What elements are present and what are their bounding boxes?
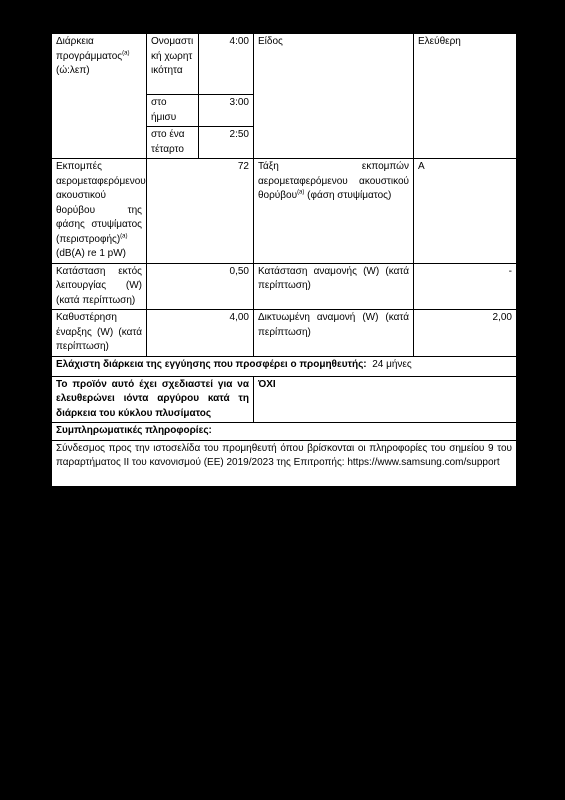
programme-duration-text: Διάρκεια προγράμματος — [56, 36, 123, 62]
half-capacity-value: 3:00 — [199, 95, 254, 127]
table-row — [52, 159, 517, 264]
warranty-label: Ελάχιστη διάρκεια της εγγύησης που προσφέρει ο προμηθευτής: — [56, 358, 367, 370]
table-row — [52, 376, 517, 423]
standby-mode-label: Κατάσταση αναμονής (W) (κατά περίπτωση) — [254, 263, 414, 310]
rated-capacity-value: 4:00 — [199, 34, 254, 95]
table-row — [52, 34, 517, 95]
additional-info-text: Σύνδεσμος προς την ιστοσελίδα του προμηθευτή όπου βρίσκονται οι πληροφορίες του σημείου 9 του παραρτήματος ΙΙ του κανονισμού (ΕΕ) 2019/2023 της Επιτροπής: https://www.samsung.com/support — [52, 440, 517, 486]
warranty-value: 24 μήνες — [372, 358, 412, 370]
quarter-capacity-label: στο ένα τέταρτο — [147, 127, 199, 159]
additional-info-label: Συμπληρωματικές πληροφορίες: — [52, 423, 517, 441]
silver-ions-value: ΌΧΙ — [254, 376, 517, 423]
noise-class-text: Τάξη εκπομπών αερομεταφερόμενου ακουστικού θορύβου — [258, 161, 409, 201]
type-label: Είδος — [254, 34, 414, 159]
product-information-table — [51, 33, 517, 487]
programme-duration-unit: (ώ:λεπ) — [56, 65, 90, 76]
standby-mode-value: - — [414, 263, 517, 310]
footnote-marker: (a) — [120, 233, 128, 240]
noise-emissions-unit: (dB(A) re 1 pW) — [56, 248, 127, 259]
type-value: Ελεύθερη — [414, 34, 517, 159]
programme-duration-label — [52, 34, 147, 159]
table-row — [52, 263, 517, 310]
quarter-capacity-value: 2:50 — [199, 127, 254, 159]
table-row — [52, 356, 517, 376]
footnote-marker: (a) — [297, 189, 305, 196]
noise-class-label — [254, 159, 414, 264]
noise-class-unit: (φάση στυψίματος) — [304, 190, 392, 201]
footnote-marker: (a) — [122, 50, 130, 57]
delay-start-label: Καθυστέρηση έναρξης (W) (κατά περίπτωση) — [52, 310, 147, 357]
networked-standby-value: 2,00 — [414, 310, 517, 357]
delay-start-value: 4,00 — [147, 310, 254, 357]
rated-capacity-label: Ονομαστική χωρητικότητα — [147, 34, 199, 95]
noise-class-value: A — [414, 159, 517, 264]
off-mode-value: 0,50 — [147, 263, 254, 310]
noise-emissions-text: Εκπομπές αερομεταφερόμενου ακουστικού θορύβου της φάσης στυψίματος (περιστροφής) — [56, 161, 146, 245]
table-row — [52, 310, 517, 357]
half-capacity-label: στο ήμισυ — [147, 95, 199, 127]
noise-emissions-value: 72 — [147, 159, 254, 264]
noise-emissions-label — [52, 159, 147, 264]
off-mode-label: Κατάσταση εκτός λειτουργίας (W) (κατά περίπτωση) — [52, 263, 147, 310]
silver-ions-label: Το προϊόν αυτό έχει σχεδιαστεί για να ελευθερώνει ιόντα αργύρου κατά τη διάρκεια του κύκλου πλυσίματος — [52, 376, 254, 423]
table-row — [52, 423, 517, 441]
networked-standby-label: Δικτυωμένη αναμονή (W) (κατά περίπτωση) — [254, 310, 414, 357]
table-row — [52, 440, 517, 486]
warranty-row — [52, 356, 517, 376]
